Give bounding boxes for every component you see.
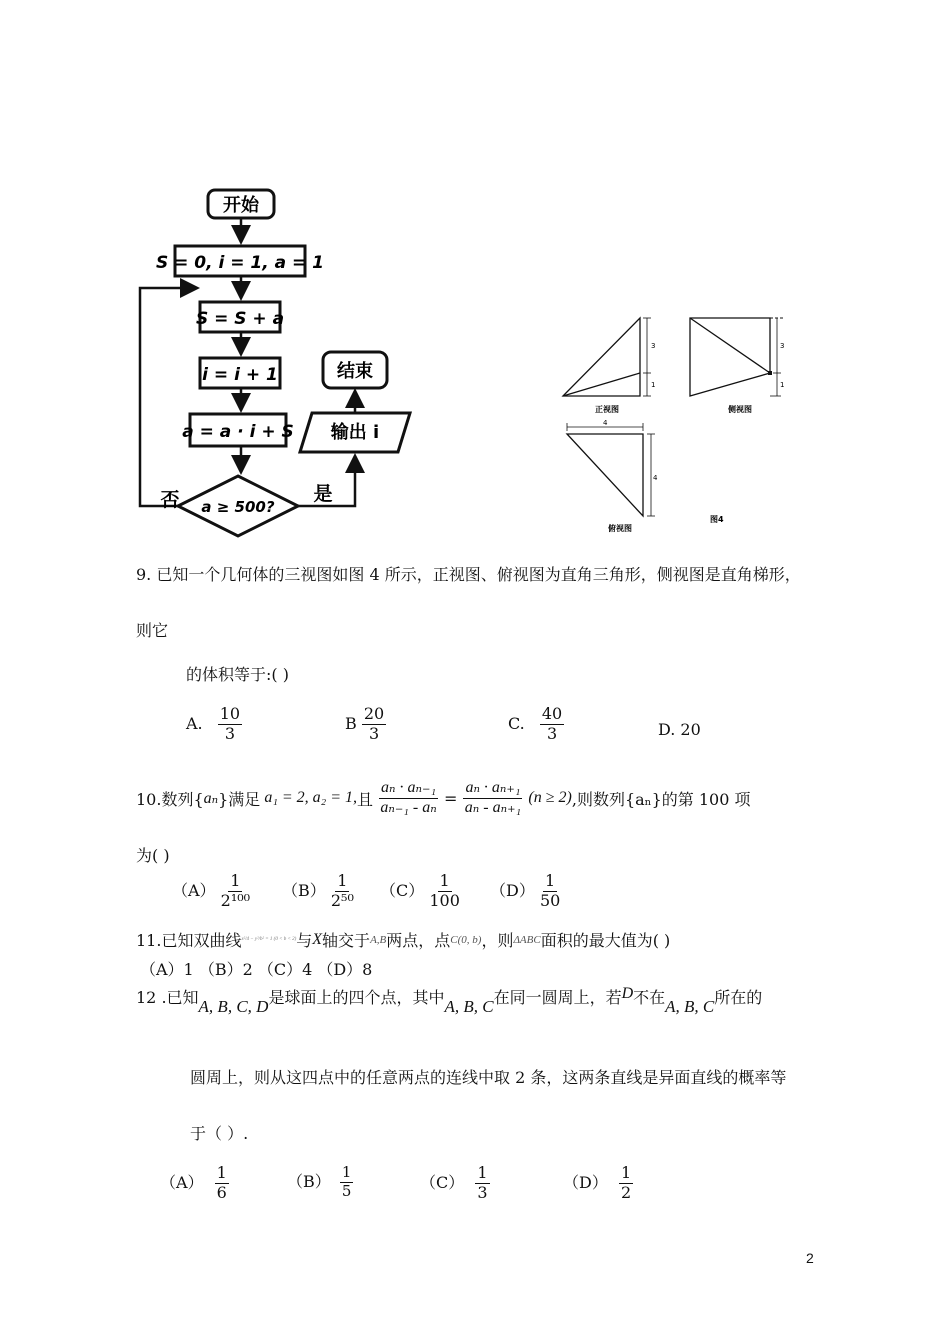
q9-option-b [345,706,386,743]
side-view-caption: 侧视图 [728,405,752,414]
q10-line1 [136,780,750,817]
q9-c-num: 40 [541,704,563,723]
q12-option-a-label: （A） [160,1172,204,1192]
step3-label: a = a · i + S [182,422,294,442]
no-label: 否 [160,489,180,511]
q12-abc2: A, B, C [665,997,715,1016]
end-label: 结束 [337,361,373,382]
q12-option-c [420,1165,490,1202]
q10-option-b-label: （B） [282,880,326,900]
side-dim-1: 1 [780,381,785,389]
q10-option-d [490,873,560,910]
side-dim-3: 3 [780,342,785,350]
q9-line2: 则它 [136,621,169,640]
q12-mid1: 是球面上的四个点，其中 [268,988,445,1007]
q11-point-c: C(0, b) [450,933,482,946]
q11-text-f: 面积的最大值为( ) [540,931,671,950]
q11-tri: ΔABC [513,933,541,946]
q11-line1 [136,928,670,951]
q11-ab: A,B [370,933,387,946]
q12-option-a [160,1165,229,1202]
q12-mid2: 在同一圆周上，若 [493,988,622,1007]
q11-text-a: 11.已知双曲线 [136,931,242,950]
q10-suffix: ,则数列{aₙ}的第 100 项 [571,789,751,809]
q10-option-c-label: （C） [380,880,425,900]
q10-a-den: 2¹⁰⁰ [220,890,251,910]
q12-mid3: 不在 [633,988,666,1007]
q12-d-den: 2 [620,1182,632,1202]
yes-label: 是 [313,483,333,505]
q12-line3: 于（ ）. [190,1124,249,1143]
q11-axis: X [312,930,323,948]
q10-and: 且 [357,789,374,809]
q9-b-den: 3 [368,723,380,743]
page-number: 2 [806,1250,814,1266]
top-view [567,419,658,516]
q9-option-a-label: A. [186,713,203,733]
step1-label: S = S + a [195,309,285,329]
start-label: 开始 [223,195,259,216]
q9-option-b-label: B [345,713,357,733]
q9-option-c [508,706,564,743]
q10-prefix: 10.数列{ [136,789,204,809]
front-view-caption: 正视图 [595,405,619,414]
q12-prefix: 12 .已知 [136,988,199,1007]
q10-d-den: 50 [539,890,561,910]
q12-a-den: 6 [216,1182,227,1202]
q10-seq: aₙ [203,790,219,808]
q10-mid: }满足 [218,789,261,809]
q12-b-den: 5 [341,1181,352,1200]
q10-option-a [172,873,250,910]
q10-rhs-den: aₙ - aₙ₊₁ [464,798,522,816]
q11-text-d: 两点，点 [386,931,451,950]
front-view [563,318,655,396]
flowchart [130,180,450,540]
q10-option-d-label: （D） [490,880,535,900]
q10-d-num: 1 [545,871,556,890]
q9-c-den: 3 [546,723,558,743]
front-dim-1: 1 [651,381,656,389]
q10-b-num: 1 [337,871,348,890]
q10-b-den: 2⁵⁰ [330,890,354,910]
q12-d-num: 1 [620,1163,632,1182]
q11-text-e: ，则 [481,931,514,950]
q10-cond: a₁ = 2, a₂ = 1, [264,789,358,807]
front-dim-3: 3 [651,342,656,350]
q12-option-d-label: （D） [563,1172,608,1192]
q9-option-d: D. 20 [658,720,701,739]
q9-option-a [186,706,242,743]
q12-option-b-label: （B） [287,1171,331,1191]
q10-a-num: 1 [230,871,241,890]
q10-lhs-den: aₙ₋₁ - aₙ [380,798,437,816]
q12-option-b [287,1165,353,1200]
q9-b-num: 20 [363,704,385,723]
figure-label: 图4 [710,515,724,524]
q11-text-c: 轴交于 [322,931,371,950]
q10-range: (n ≥ 2) [528,789,572,807]
q9-line3: 的体积等于:( ) [186,665,289,684]
q12-option-d [563,1165,633,1202]
q9-line1: 9. 已知一个几何体的三视图如图 4 所示，正视图、俯视图为直角三角形，侧视图是直角梯形， [136,565,801,584]
q11-text-b: 与 [296,931,313,950]
q11-formula: x²/4 − y²/b² = 1 (0 < b < 2) [241,937,297,942]
q12-line2: 圆周上，则从这四点中的任意两点的连线中取 2 条，这两条直线是异面直线的概率等 [190,1068,787,1087]
q10-option-b [282,873,354,910]
init-label: S = 0, i = 1, a = 1 [155,253,325,273]
top-view-caption: 俯视图 [608,524,632,533]
q12-line1 [136,985,762,1017]
q10-option-c [380,873,460,910]
q12-abcd: A, B, C, D [198,997,269,1016]
q10-option-a-label: （A） [172,880,216,900]
q12-option-c-label: （C） [420,1172,465,1192]
q10-c-den: 100 [429,890,460,910]
q10-rhs-num: aₙ · aₙ₊₁ [463,780,522,799]
side-view [690,318,785,396]
top-dim-4a: 4 [603,419,608,427]
q12-abc: A, B, C [444,997,494,1016]
three-views-figure [555,308,805,538]
step2-label: i = i + 1 [202,365,278,385]
output-label: 输出 i [330,422,380,443]
q12-d: D [621,985,634,1002]
q10-eq: = [444,788,458,808]
q12-b-num: 1 [341,1163,352,1181]
q10-c-num: 1 [439,871,450,890]
decision-label: a ≥ 500? [201,498,275,516]
q9-a-den: 3 [224,723,235,743]
q12-c-den: 3 [477,1182,488,1202]
q10-lhs-num: aₙ · aₙ₋₁ [379,780,438,799]
q12-c-num: 1 [477,1163,488,1182]
top-dim-4b: 4 [653,474,658,482]
q12-mid4: 所在的 [714,988,763,1007]
q10-line2: 为( ) [136,846,170,865]
q9-a-num: 10 [219,704,241,723]
q12-a-num: 1 [216,1163,227,1182]
q11-options: （A）1 （B）2 （C）4 （D）8 [140,960,373,979]
q9-option-c-label: C. [508,713,525,733]
